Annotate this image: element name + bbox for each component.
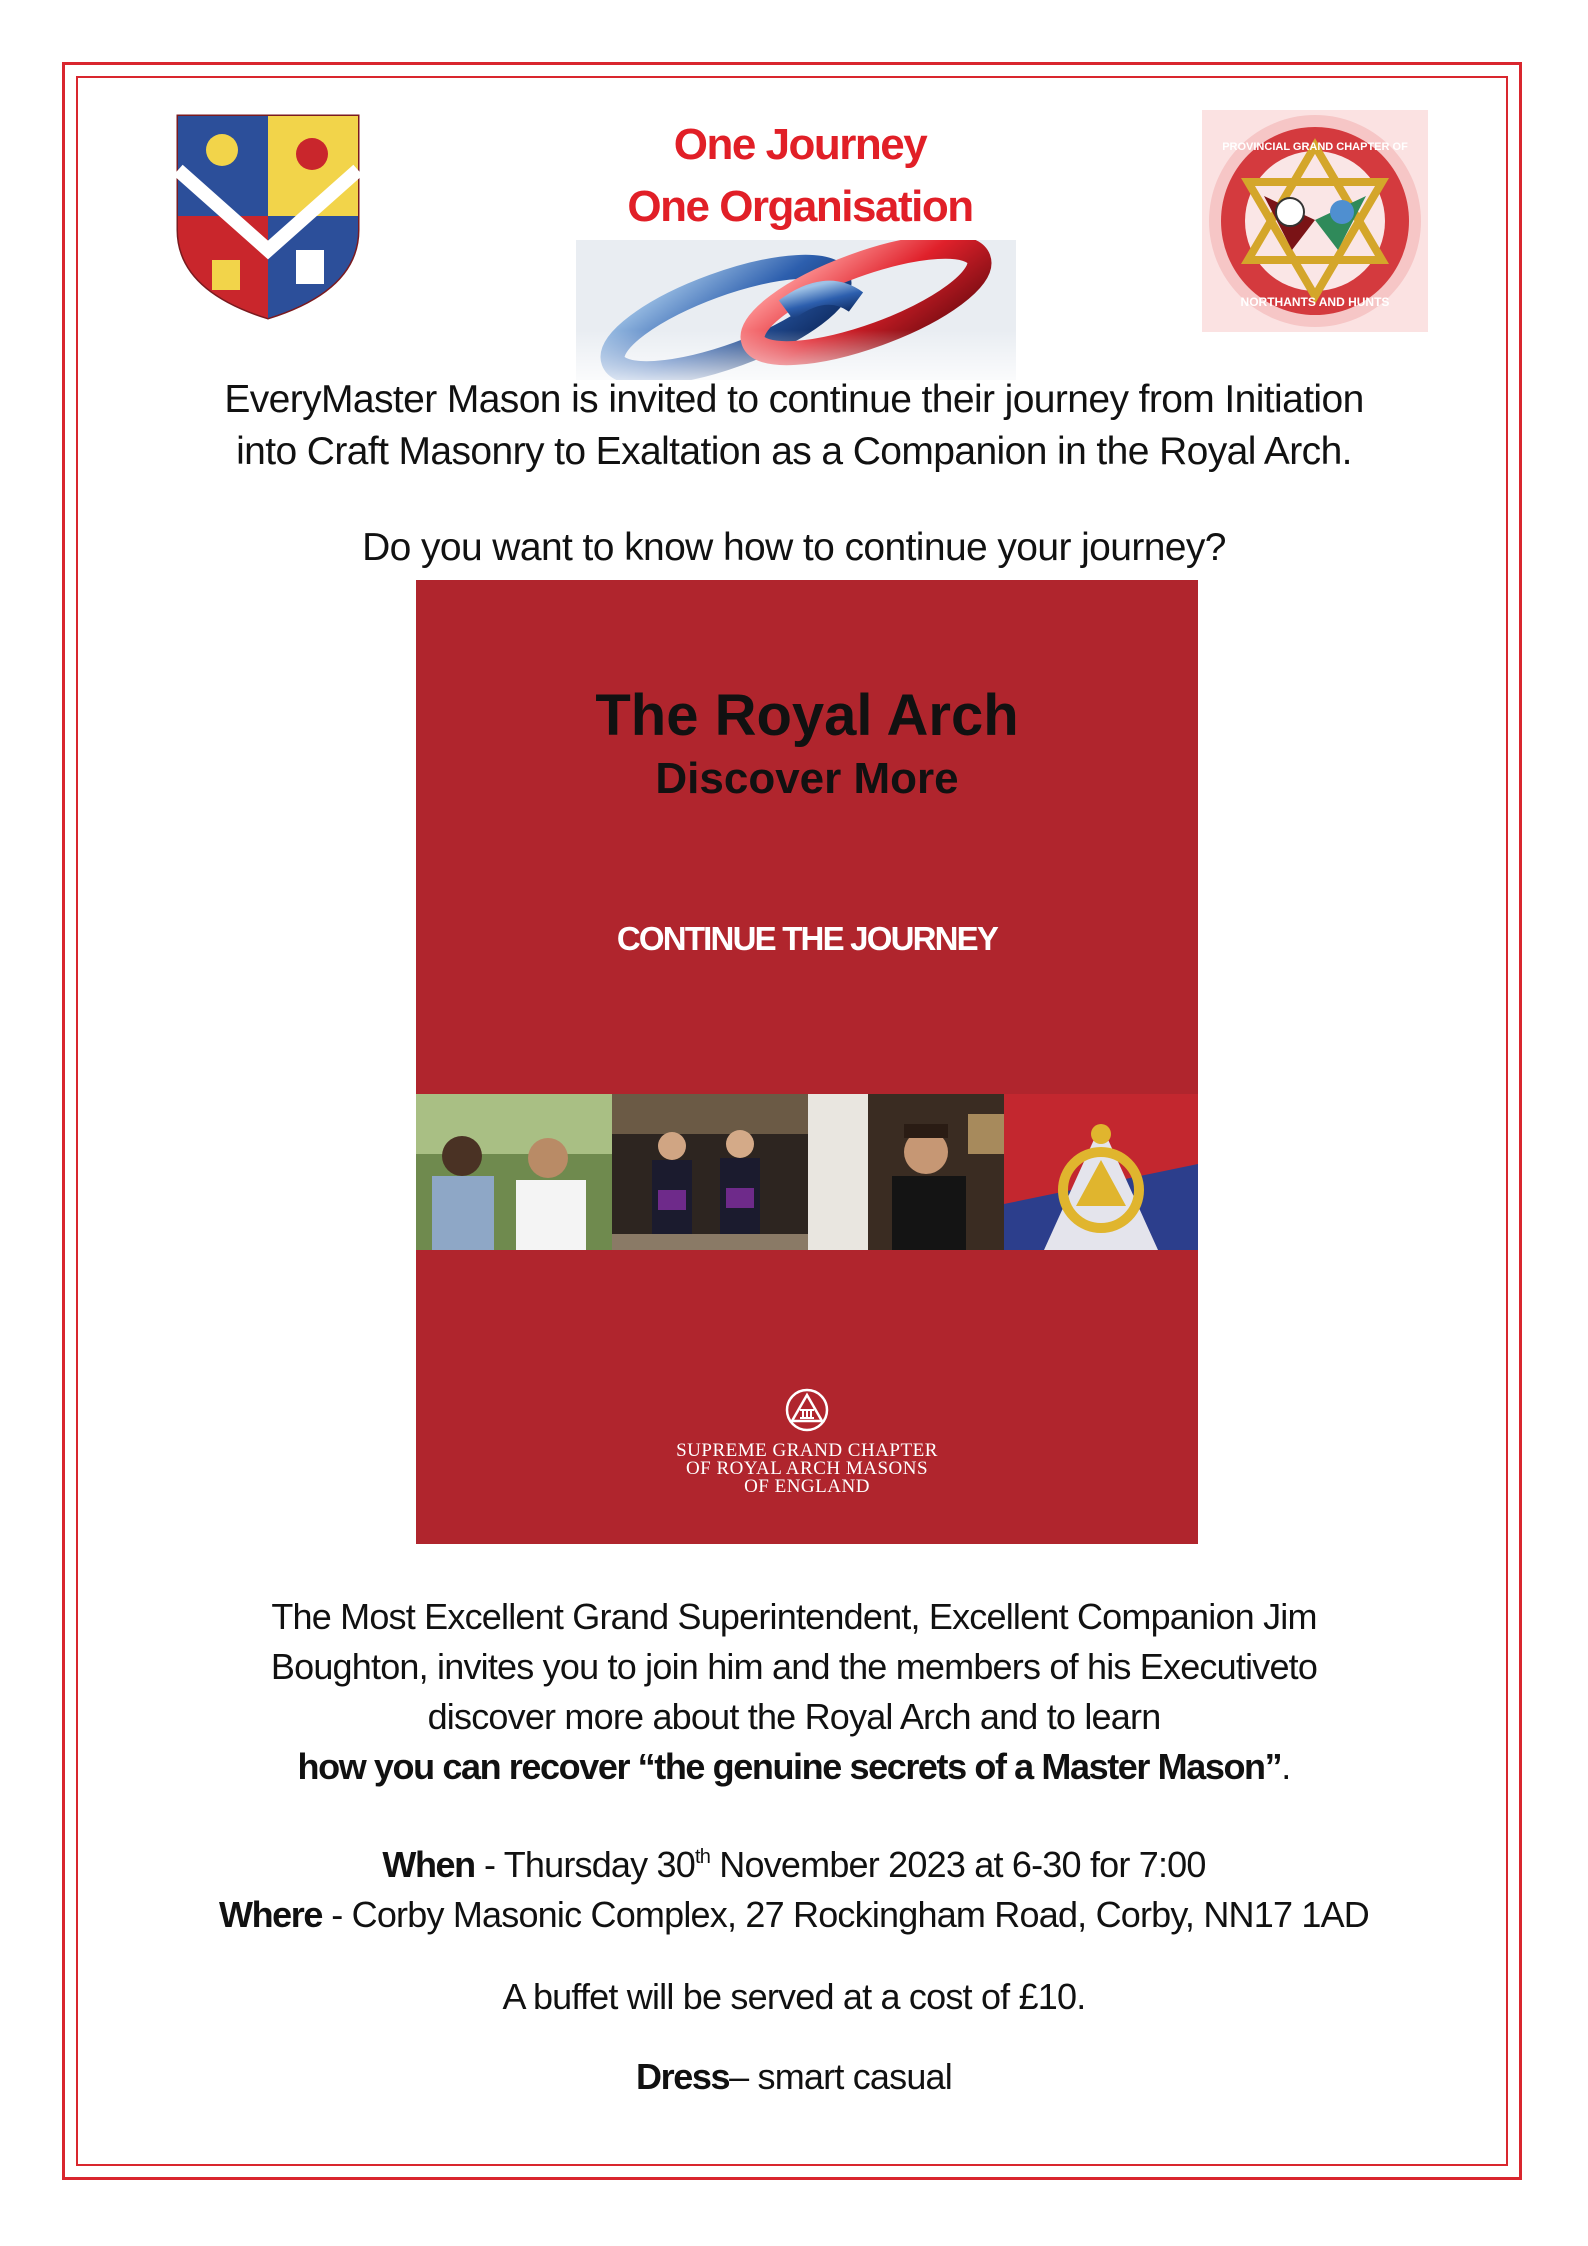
triple-tau-emblem-icon xyxy=(785,1388,829,1432)
dress-label: Dress xyxy=(636,2056,730,2097)
where-value: - Corby Masonic Complex, 27 Rockingham Road, Corby, NN17 1AD xyxy=(322,1894,1369,1935)
intro-question: Do you want to know how to continue your journey? xyxy=(362,526,1226,569)
booklet-subtitle: Discover More xyxy=(655,754,959,803)
photo-members-greeting xyxy=(416,1094,612,1250)
invitation-line-4-end: . xyxy=(1281,1746,1291,1787)
invitation-highlight: how you can recover “the genuine secrets of a Master Mason” xyxy=(297,1746,1282,1787)
headline-line-2: One Organisation xyxy=(627,182,973,231)
heraldic-shield-icon xyxy=(172,110,364,324)
event-when xyxy=(120,1840,1468,1890)
seal-bottom-text: NORTHANTS AND HUNTS xyxy=(1240,295,1390,309)
publisher-line-3: OF ENGLAND xyxy=(744,1476,870,1497)
invitation-line-2: Boughton, invites you to join him and the members of his Executiveto xyxy=(270,1646,1318,1687)
seal-top-text: PROVINCIAL GRAND CHAPTER OF xyxy=(1222,141,1408,153)
photo-regalia-jewel xyxy=(1004,1094,1198,1250)
intro-line-1: EveryMaster Mason is invited to continue their journey from Initiation xyxy=(224,378,1364,421)
invitation-paragraph xyxy=(120,1592,1468,1792)
when-suffix: November 2023 at 6-30 for 7:00 xyxy=(710,1844,1206,1885)
buffet-note: A buffet will be served at a cost of £10. xyxy=(502,1976,1086,2017)
publisher-line-1: SUPREME GRAND CHAPTER xyxy=(676,1440,938,1461)
where-label: Where xyxy=(219,1894,323,1935)
provincial-grand-chapter-seal-icon xyxy=(1202,110,1428,332)
dress-code xyxy=(120,2052,1468,2102)
royal-arch-booklet-cover xyxy=(416,580,1198,1544)
when-label: When xyxy=(382,1844,475,1885)
publisher-line-2: OF ROYAL ARCH MASONS xyxy=(685,1458,929,1479)
booklet-publisher xyxy=(416,1442,1198,1496)
invitation-line-1: The Most Excellent Grand Superintendent, Excellent Companion Jim xyxy=(271,1596,1317,1637)
headline-line-1: One Journey xyxy=(673,120,927,169)
event-where xyxy=(120,1890,1468,1940)
intro-paragraph xyxy=(120,374,1468,478)
dress-value: – smart casual xyxy=(729,2056,952,2097)
intro-line-2: into Craft Masonry to Exaltation as a Companion in the Royal Arch. xyxy=(236,430,1352,473)
booklet-tagline: CONTINUE THE JOURNEY xyxy=(616,920,998,957)
when-prefix: - Thursday 30 xyxy=(474,1844,696,1885)
invitation-line-3: discover more about the Royal Arch and to learn xyxy=(427,1696,1161,1737)
when-ordinal: th xyxy=(695,1846,711,1868)
booklet-title: The Royal Arch xyxy=(595,683,1019,748)
invitation-line-4 xyxy=(120,1742,1468,1792)
interlinked-chain-icon xyxy=(576,240,1016,380)
photo-companion-smiling xyxy=(808,1094,1004,1250)
booklet-photo-strip xyxy=(416,1094,1198,1250)
photo-procession xyxy=(612,1094,808,1250)
